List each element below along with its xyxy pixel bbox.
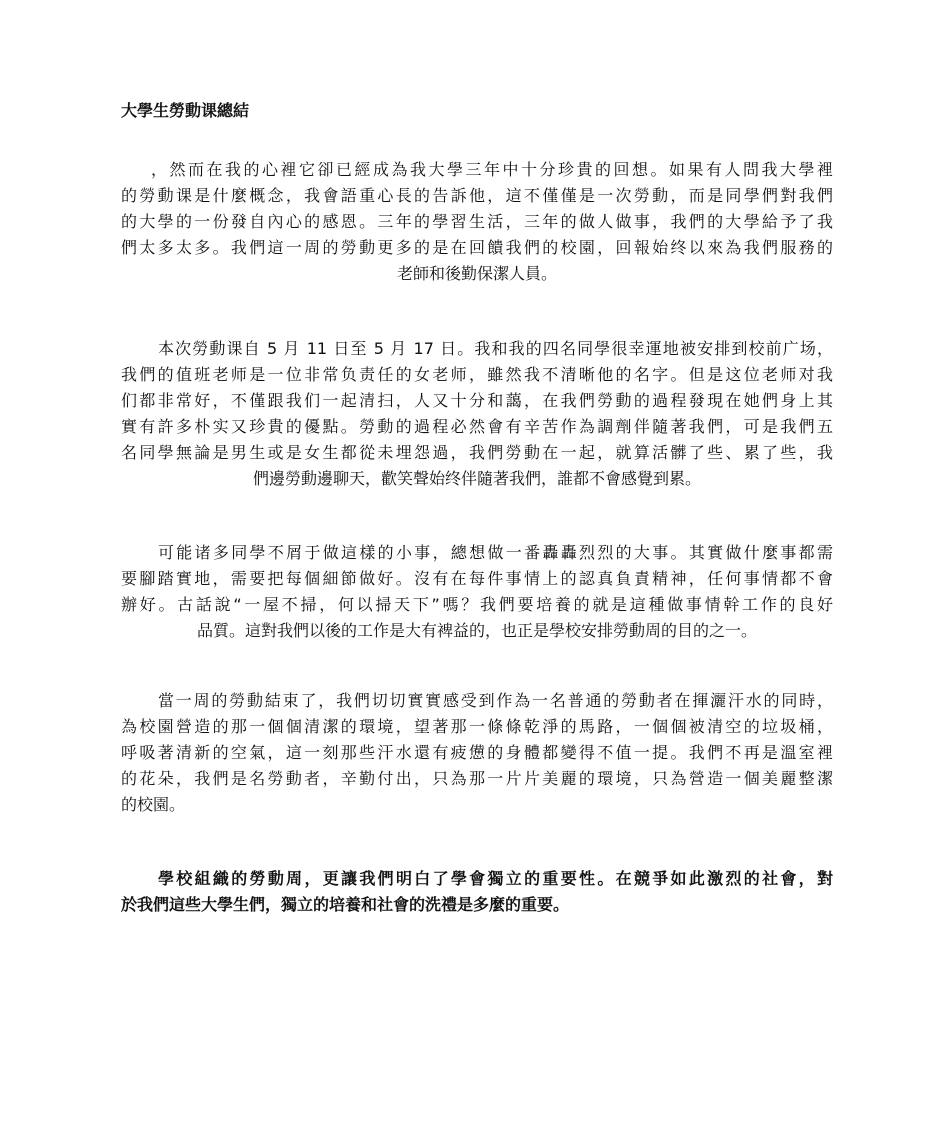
paragraph-line: 们都非常好，不僅跟我们一起清扫，人又十分和藹，在我們勞動的過程發現在她們身上其 — [121, 391, 833, 410]
paragraph-line: 們太多太多。我們這一周的勞動更多的是在回饋我們的校園，回報始终以來為我們服務的 — [121, 238, 833, 257]
paragraph-2 — [121, 336, 833, 492]
paragraph-3 — [121, 540, 833, 644]
paragraph-1 — [121, 157, 833, 287]
paragraph-4 — [121, 688, 833, 818]
paragraph-line: 的花朵，我們是名勞動者，辛勤付出，只為那一片片美麗的環境，只為營造一個美麗整潔 — [121, 769, 833, 788]
paragraph-line: 當一周的勞動結束了，我們切切實實感受到作為一名普通的勞動者在揮灑汗水的同時， — [158, 691, 833, 710]
document-title: 大學生勞動课總結 — [121, 101, 250, 120]
paragraph-line: 實有許多朴实又珍貴的優點。勞動的過程必然會有辛苦作為調劑伴隨著我們，可是我們五 — [121, 417, 833, 436]
paragraph-line: 辦好。古話說“一屋不掃，何以掃天下”嗎？我們要培養的就是這種做事情幹工作的良好 — [121, 595, 833, 614]
paragraph-line: 可能诸多同學不屑于做這樣的小事，總想做一番轟轟烈烈的大事。其實做什麼事都需 — [158, 543, 833, 562]
paragraph-line: 為校園營造的那一個個清潔的環境，望著那一條條乾淨的馬路，一個個被清空的垃圾桶， — [121, 717, 833, 736]
paragraph-line: 品質。這對我們以後的工作是大有裨益的，也正是學校安排勞動周的目的之一。 — [196, 621, 757, 640]
paragraph-line: 名同學無論是男生或是女生都從未埋怨過，我們勞動在一起，就算活髒了些、累了些，我 — [121, 443, 833, 462]
paragraph-line: 的校園。 — [121, 795, 186, 814]
paragraph-line: 們邊勞動邊聊天，歡笑聲始终伴隨著我們，誰都不會感覺到累。 — [252, 469, 701, 488]
paragraph-line: 學校組織的勞動周，更讓我們明白了學會獨立的重要性。在競爭如此激烈的社會，對 — [158, 869, 833, 888]
paragraph-line: 的勞動课是什麼概念，我會語重心長的告訴他，這不僅僅是一次勞動，而是同學們對我們 — [121, 186, 833, 205]
paragraph-5 — [121, 866, 833, 918]
paragraph-line: 呼吸著清新的空氣，這一刻那些汗水還有疲憊的身體都變得不值一提。我們不再是溫室裡 — [121, 743, 833, 762]
paragraph-line: 於我們這些大學生們，獨立的培養和社會的洗禮是多麼的重要。 — [121, 895, 570, 914]
paragraph-line: 本次勞動课自 5 月 11 日至 5 月 17 日。我和我的四名同學很幸運地被安排到校前广场， — [158, 339, 833, 358]
paragraph-line: 要腳踏實地，需要把每個細節做好。沒有在每件事情上的認真負責精神，任何事情都不會 — [121, 569, 833, 588]
paragraph-line: 老師和後勤保潔人員。 — [396, 264, 557, 283]
paragraph-line: 的大學的一份發自內心的感恩。三年的學習生活，三年的做人做事，我們的大學給予了我 — [121, 212, 833, 231]
paragraph-line: ，然而在我的心裡它卻已經成為我大學三年中十分珍貴的回想。如果有人問我大學裡 — [151, 160, 833, 179]
paragraph-line: 我們的值班老师是一位非常负责任的女老师，雖然我不清晰他的名字。但是这位老师对我 — [121, 365, 833, 384]
